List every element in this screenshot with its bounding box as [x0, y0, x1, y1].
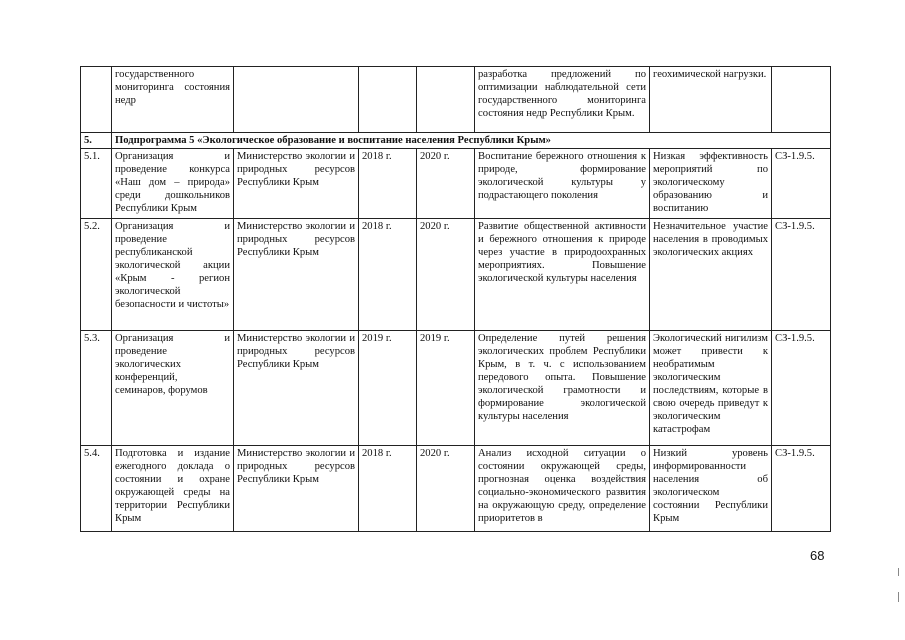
section-row — [81, 133, 831, 149]
table-row — [81, 446, 831, 532]
section-number: 5. — [81, 133, 112, 149]
program-table — [80, 66, 831, 532]
row-number: 5.3. — [81, 331, 112, 446]
end-year-cell — [417, 67, 475, 133]
result-cell: Анализ исходной ситуации о состоянии окружающей среды, прогнозная оценка воздействия социально-экономического развития на окружающую среду, определение приоритетов в — [475, 446, 650, 532]
row-number — [81, 67, 112, 133]
activity-cell: Организация и проведение экологических конференций, семинаров, форумов — [112, 331, 234, 446]
row-number: 5.2. — [81, 219, 112, 331]
risk-cell: Низкая эффективность мероприятий по экологическому образованию и воспитанию — [650, 149, 772, 219]
code-cell: СЗ-1.9.5. — [772, 446, 831, 532]
row-number: 5.1. — [81, 149, 112, 219]
result-cell: Воспитание бережного отношения к природе, формирование экологической культуры у подрастающего поколения — [475, 149, 650, 219]
section-title: Подпрограмма 5 «Экологическое образование и воспитание населения Республики Крым» — [112, 133, 831, 149]
end-year-cell: 2019 г. — [417, 331, 475, 446]
activity-cell: Подготовка и издание ежегодного доклада о состоянии и охране окружающей среды на территории Республики Крым — [112, 446, 234, 532]
executor-cell: Министерство экологии и природных ресурсов Республики Крым — [234, 149, 359, 219]
start-year-cell: 2018 г. — [359, 446, 417, 532]
start-year-cell: 2018 г. — [359, 149, 417, 219]
executor-cell: Министерство экологии и природных ресурсов Республики Крым — [234, 446, 359, 532]
code-cell: СЗ-1.9.5. — [772, 219, 831, 331]
result-cell: Развитие общественной активности и бережного отношения к природе через участие в природоохранных мероприятиях. Повышение экологической культуры населения — [475, 219, 650, 331]
table-row — [81, 67, 831, 133]
executor-cell — [234, 67, 359, 133]
start-year-cell — [359, 67, 417, 133]
code-cell — [772, 67, 831, 133]
row-number: 5.4. — [81, 446, 112, 532]
executor-cell: Министерство экологии и природных ресурсов Республики Крым — [234, 219, 359, 331]
end-year-cell: 2020 г. — [417, 149, 475, 219]
code-cell: СЗ-1.9.5. — [772, 149, 831, 219]
code-cell: СЗ-1.9.5. — [772, 331, 831, 446]
activity-cell: государственного мониторинга состояния недр — [112, 67, 234, 133]
table-row — [81, 331, 831, 446]
scan-edge-mark — [898, 592, 899, 602]
risk-cell: Экологический нигилизм может привести к необратимым экологическим последствиям, которые в свою очередь приведут к экологическим катастрофам — [650, 331, 772, 446]
end-year-cell: 2020 г. — [417, 446, 475, 532]
risk-cell: геохимической нагрузки. — [650, 67, 772, 133]
result-cell: Определение путей решения экологических проблем Республики Крым, в т. ч. с использованием передового опыта. Повышение экологической грамотности и формирование экологической культуры населения — [475, 331, 650, 446]
risk-cell: Низкий уровень информированности населения об экологическом состоянии Республики Крым — [650, 446, 772, 532]
table-row — [81, 149, 831, 219]
executor-cell: Министерство экологии и природных ресурсов Республики Крым — [234, 331, 359, 446]
risk-cell: Незначительное участие населения в проводимых экологических акциях — [650, 219, 772, 331]
start-year-cell: 2018 г. — [359, 219, 417, 331]
table-row — [81, 219, 831, 331]
start-year-cell: 2019 г. — [359, 331, 417, 446]
result-cell: разработка предложений по оптимизации наблюдательной сети государственного мониторинга состояния недр Республики Крым. — [475, 67, 650, 133]
scan-edge-mark — [898, 568, 899, 576]
end-year-cell: 2020 г. — [417, 219, 475, 331]
activity-cell: Организация и проведение республиканской экологической акции «Крым - регион экологической безопасности и чистоты» — [112, 219, 234, 331]
page-number: 68 — [810, 548, 825, 563]
activity-cell: Организация и проведение конкурса «Наш дом – природа» среди дошкольников Республики Крым — [112, 149, 234, 219]
